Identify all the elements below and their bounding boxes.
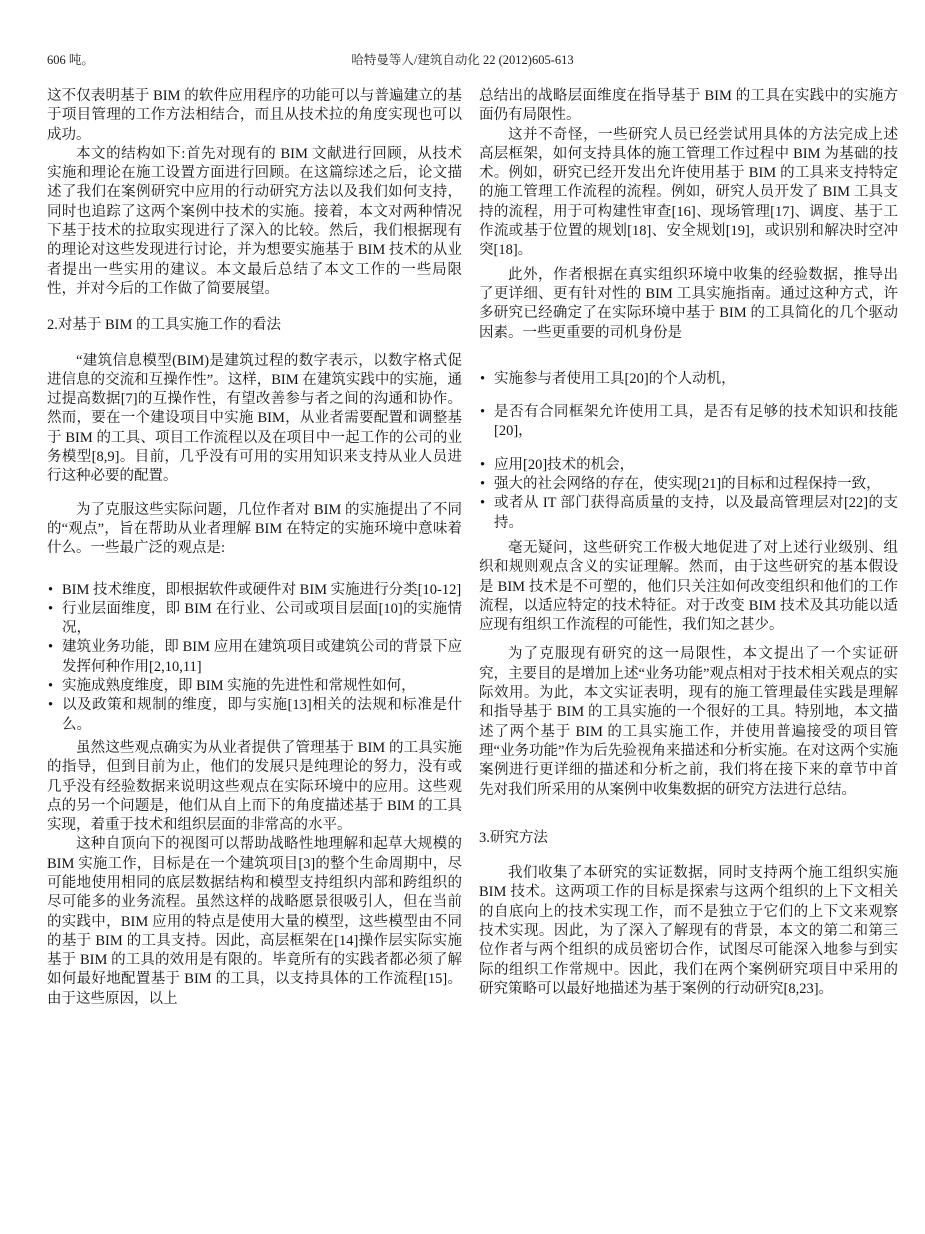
bullet-list [47,581,462,735]
bullet-item: • BIM 技术维度，即根据软件或硬件对 BIM 实施进行分类[10-12] [47,581,462,600]
header-running-title: 哈特曼等人/建筑自动化 22 (2012)605-613 [351,53,574,67]
section-2-heading: 2.对基于 BIM 的工具实施工作的看法 [47,317,282,334]
paragraph: 毫无疑问，这些研究工作极大地促进了对上述行业级别、组织和规则观点含义的实证理解。然而，由于这些研究的基本假设是 BIM 技术是不可塑的，他们只关注如何改变组织和他们的工作流程，以适应特定的技术特征。对于改变 BIM 技术及其功能以适应现有组织工作流程的可能性，我们知之甚少。 [479,539,898,634]
bullet-item: • 行业层面维度，即 BIM 在行业、公司或项目层面[10]的实施情况， [47,600,462,639]
bullet-item: • 实施成熟度维度，即 BIM 实施的先进性和常规性如何， [47,677,462,696]
paragraph: 虽然这些观点确实为从业者提供了管理基于 BIM 的工具实施的指导，但到目前为止，他们的发展只是纯理论的努力，没有或几乎没有经验数据来说明这些观点在实际环境中的应用。这些观点的另一个问题是，他们从自上而下的角度描述基于 BIM 的工具实现，着重于技术和组织层面的非常高的水平。 [47,739,462,834]
bullet-item: • 是否有合同框架允许使用工具，是否有足够的技术知识和技能[20]， [479,403,898,442]
bullet-item: • 以及政策和规制的维度，即与实施[13]相关的法规和标准是什么。 [47,696,462,735]
two-column-body [47,87,898,1009]
bullet-item: • 或者从 IT 部门获得高质量的支持，以及最高管理层对[22]的支持。 [479,494,898,533]
section-3-heading: 3.研究方法 [479,829,548,846]
paragraph: 此外，作者根据在真实组织环境中收集的经验数据，推导出了更详细、更有针对性的 BIM 工具实施指南。通过这种方式，许多研究已经确定了在实际环境中基于 BIM 的工具简化的几个驱动因素。一些更重要的司机身份是 [479,266,898,341]
bullet-item: • 实施参与者使用工具[20]的个人动机， [479,370,898,389]
bullet-list [479,370,898,533]
left-column [47,87,462,1009]
header-page-number: 606 吨。 [47,53,94,67]
bullet-item: • 强大的社会网络的存在，使实现[21]的目标和过程保持一致， [479,475,898,494]
paragraph: 本文的结构如下:首先对现有的 BIM 文献进行回顾，从技术实施和理论在施工设置方面进行回顾。在这篇综述之后，论文描述了我们在案例研究中应用的行动研究方法以及我们如何支持，同时也追踪了这两个案例中技术的实施。接着，本文对两种情况下基于技术的拉取实现进行了深入的比较。然后，我们根据现有的理论对这些发现进行讨论，并为想要实施基于 BIM 技术的从业者提出一些实用的建议。本文最后总结了本文工作的一些局限性，并对今后的工作做了简要展望。 [47,145,462,297]
paragraph: 我们收集了本研究的实证数据，同时支持两个施工组织实施 BIM 技术。这两项工作的目标是探索与这两个组织的上下文相关的自底向上的技术实现工作，而不是独立于它们的上下文来观察技术实现。因此，为了深入了解现有的背景，本文的第二和第三位作者与两个组织的成员密切合作，试图尽可能深入地参与到实际的组织工作常规中。因此，我们在两个案例研究项目中采用的研究策略可以最好地描述为基于案例的行动研究[8,23]。 [479,865,898,997]
paragraph: 为了克服这些实际问题，几位作者对 BIM 的实施提出了不同的“观点”，旨在帮助从业者理解 BIM 在特定的实施环境中意味着什么。一些最广泛的观点是: [47,501,462,557]
paragraph: 这并不奇怪，一些研究人员已经尝试用具体的方法完成上述高层框架，如何支持具体的施工管理工作过程中 BIM 为基础的技术。例如，研究已经开发出允许使用基于 BIM 的工具来支持特定的施工管理工作流程的流程。例如，研究人员开发了 BIM 工具支持的流程，用于可构建性审查[16]、现场管理[17]、调度、基于工作流或基于位置的规划[18]、安全规划[19]，或识别和解决时空冲突[18]。 [479,126,898,259]
paragraph: 这种自顶向下的视图可以帮助战略性地理解和起草大规模的 BIM 实施工作，目标是在一个建筑项目[3]的整个生命周期中，尽可能地使用相同的底层数据结构和模型支持组织内部和跨组织的尽可能多的业务流程。虽然这样的战略愿景很吸引人，但在当前的实践中，BIM 应用的特点是使用大量的模型，这些模型由不同的基于 BIM 的工具支持。因此，高层框架在[14]操作层实际实施基于 BIM 的工具的效用是有限的。毕竟所有的实践者都必须了解如何最好地配置基于 BIM 的工具，以支持具体的工作流程[15]。由于这些原因，以上 [47,836,462,1007]
page-header [0,50,925,66]
paragraph: 总结出的战略层面维度在指导基于 BIM 的工具在实践中的实施方面仍有局限性。 [479,88,898,124]
bullet-item: • 建筑业务功能，即 BIM 应用在建筑项目或建筑公司的背景下应发挥何种作用[2,10,11] [47,638,462,677]
paragraph: 这不仅表明基于 BIM 的软件应用程序的功能可以与普遍建立的基于项目管理的工作方法相结合，而且从技术拉的角度实现也可以成功。 [47,88,462,143]
right-column [479,87,898,1009]
bullet-item: • 应用[20]技术的机会， [479,456,898,475]
paragraph: 为了克服现有研究的这一局限性，本文提出了一个实证研究，主要目的是增加上述“业务功能”观点相对于技术相关观点的实际效用。为此，本文实证表明，现有的施工管理最佳实践是理解和指导基于 BIM 的工具实施的一个很好的工具。特别地，本文描述了两个基于 BIM 的工具实施工作，并使用普遍接受的项目管理“业务功能”作为后先验视角来描述和分析实施。在对这两个实施案例进行更详细的描述和分析之前，我们将在接下来的章节中首先对我们所采用的从案例中收集数据的研究方法进行总结。 [479,646,898,798]
paragraph: “建筑信息模型(BIM)是建筑过程的数字表示，以数字格式促进信息的交流和互操作性”。这样，BIM 在建筑实践中的实施，通过提高数据[7]的互操作性，有望改善参与者之间的沟通和协作。然而，要在一个建设项目中实施 BIM，从业者需要配置和调整基于 BIM 的工具、项目工作流程以及在项目中一起工作的公司的业务模型[8,9]。目前，几乎没有可用的实用知识来支持从业人员进行这种必要的配置。 [47,352,462,485]
